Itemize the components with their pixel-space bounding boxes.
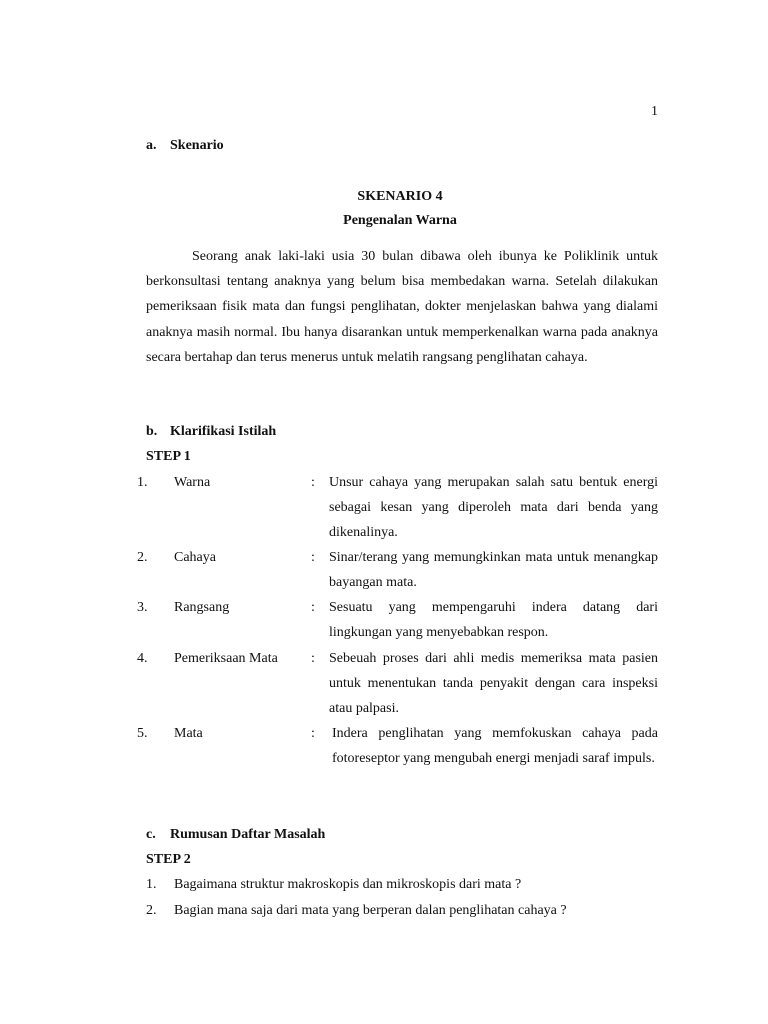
question-text: Bagaimana struktur makroskopis dan mikroskopis dari mata ? bbox=[174, 877, 522, 892]
term-name: Cahaya bbox=[174, 550, 216, 565]
term-definition: Sesuatu yang mempengaruhi indera datang dari lingkungan yang menyebabkan respon. bbox=[329, 600, 658, 641]
term-number: 2. bbox=[137, 550, 148, 565]
step-1-label: STEP 1 bbox=[146, 449, 191, 464]
page-number: 1 bbox=[651, 104, 658, 119]
term-definition: Sinar/terang yang memungkinkan mata untuk menangkap bayangan mata. bbox=[329, 550, 658, 591]
question-number: 2. bbox=[146, 903, 157, 918]
section-c-marker: c. bbox=[146, 827, 156, 842]
term-colon: : bbox=[311, 550, 315, 565]
term-colon: : bbox=[311, 475, 315, 490]
scenario-subheading: Pengenalan Warna bbox=[343, 213, 457, 228]
term-colon: : bbox=[311, 600, 315, 615]
scenario-paragraph: Seorang anak laki-laki usia 30 bulan dibawa oleh ibunya ke Poliklinik untuk berkonsultasi tentang anaknya yang belum bisa membedakan warna. Setelah dilakukan pemeriksaan fisik mata dan fungsi penglihatan, dokter menjelaskan bahwa yang dialami anaknya masih normal. Ibu hanya disarankan untuk memperkenalkan warna pada anaknya secara bertahap dan terus menerus untuk melatih rangsang penglihatan cahaya. bbox=[146, 249, 658, 365]
term-name: Warna bbox=[174, 475, 211, 490]
term-name: Rangsang bbox=[174, 600, 230, 615]
section-b-marker: b. bbox=[146, 424, 158, 439]
section-a-marker: a. bbox=[146, 138, 157, 153]
question-text: Bagian mana saja dari mata yang berperan dalan penglihatan cahaya ? bbox=[174, 903, 567, 918]
step-2-label: STEP 2 bbox=[146, 852, 191, 867]
term-definition: Indera penglihatan yang memfokuskan cahaya pada fotoreseptor yang mengubah energi menjadi saraf impuls. bbox=[332, 726, 658, 767]
term-colon: : bbox=[311, 726, 315, 741]
section-b-title: Klarifikasi Istilah bbox=[170, 424, 277, 439]
term-definition: Unsur cahaya yang merupakan salah satu bentuk energi sebagai kesan yang diperoleh mata dari benda yang dikenalinya. bbox=[329, 475, 658, 541]
term-number: 1. bbox=[137, 475, 148, 490]
term-name: Mata bbox=[174, 726, 203, 741]
scenario-heading: SKENARIO 4 bbox=[357, 189, 443, 204]
term-definition: Sebeuah proses dari ahli medis memeriksa mata pasien untuk menentukan tanda penyakit dengan cara inspeksi atau palpasi. bbox=[329, 651, 658, 717]
section-a-title: Skenario bbox=[170, 138, 224, 153]
term-colon: : bbox=[311, 651, 315, 666]
term-number: 4. bbox=[137, 651, 148, 666]
section-c-title: Rumusan Daftar Masalah bbox=[170, 827, 326, 842]
term-name: Pemeriksaan Mata bbox=[174, 651, 278, 666]
term-number: 3. bbox=[137, 600, 148, 615]
question-number: 1. bbox=[146, 877, 157, 892]
term-number: 5. bbox=[137, 726, 148, 741]
